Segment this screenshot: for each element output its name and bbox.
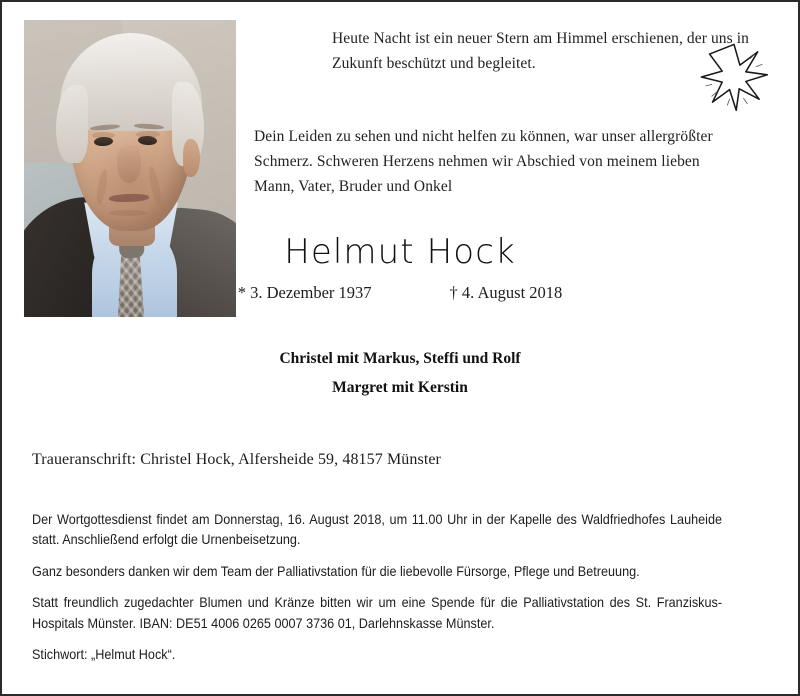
birth-date: * 3. Dezember 1937 <box>237 283 372 302</box>
eight-pointed-star-icon <box>696 40 772 114</box>
family-line: Margret mit Kerstin <box>332 378 468 396</box>
donation-request: Statt freundlich zugedachter Blumen und Kränze bitten wir um eine Spende für die Palliativstation des St. Franziskus-Hospitals Münster. IBAN: DE51 4006 0265 0007 3736 01, Darlehnskasse Münster. <box>32 595 723 631</box>
portrait-image <box>24 20 236 317</box>
hair-side-left <box>56 85 88 162</box>
service-info: Der Wortgottesdienst findet am Donnerstag, 16. August 2018, um 11.00 Uhr in der Kapelle des Waldfriedhofes Lauheide statt. Anschließend erfolgt die Urnenbeisetzung. <box>32 512 723 548</box>
service-details <box>32 510 722 665</box>
death-date: † 4. August 2018 <box>449 283 563 302</box>
memorial-verse: Heute Nacht ist ein neuer Stern am Himmel erschienen, der uns in Zukunft beschützt und begleitet. <box>332 30 750 73</box>
chin-line <box>109 210 147 216</box>
nose <box>117 145 140 184</box>
family-line: Christel mit Markus, Steffi und Rolf <box>279 350 521 367</box>
farewell-text: Dein Leiden zu sehen und nicht helfen zu können, war unser allergrößter Schmerz. Schweren Herzens nehmen wir Abschied von meinem lieben Mann, Vater, Bruder und Onkel <box>254 128 713 196</box>
deceased-name: Helmut Hock <box>284 232 516 272</box>
mourning-address: Traueranschrift: Christel Hock, Alfersheide 59, 48157 Münster <box>32 451 441 468</box>
portrait-photo <box>24 20 236 317</box>
bereaved-family <box>2 345 798 402</box>
life-dates <box>2 283 798 303</box>
thanks-note: Ganz besonders danken wir dem Team der Palliativstation für die liebevolle Fürsorge, Pflege und Betreuung. <box>32 563 640 579</box>
ear <box>183 139 200 178</box>
donation-keyword: Stichwort: „Helmut Hock“. <box>32 646 176 662</box>
